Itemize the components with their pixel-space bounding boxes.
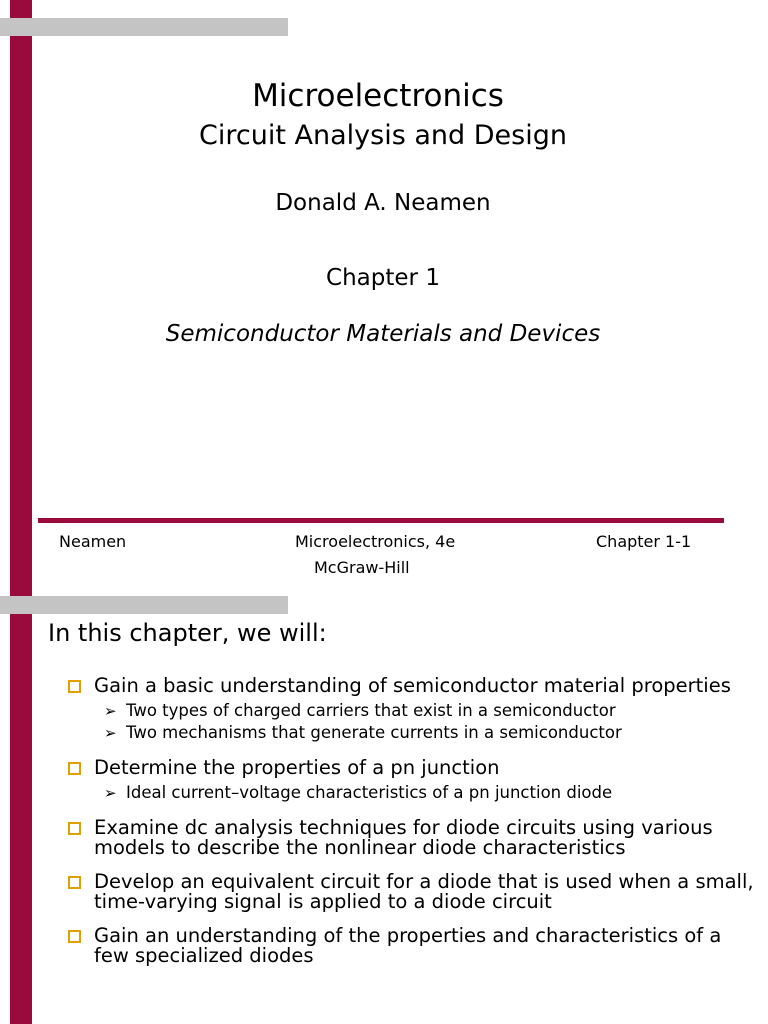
sub-list-item (104, 700, 754, 722)
list-item-text: Gain a basic understanding of semiconductor material properties (94, 674, 731, 697)
footer-divider (38, 518, 724, 523)
list-item-text: Gain an understanding of the properties and characteristics of a few specialized diodes (94, 924, 722, 967)
slide-heading: In this chapter, we will: (48, 619, 327, 647)
square-bullet-icon (68, 762, 81, 775)
chapter-number: Chapter 1 (326, 265, 440, 291)
list-item (64, 872, 754, 912)
footer-book: Microelectronics, 4e (295, 532, 456, 551)
sub-list-item-text: Ideal current–voltage characteristics of a pn junction diode (126, 783, 613, 802)
square-bullet-icon (68, 822, 81, 835)
footer-page: Chapter 1-1 (596, 532, 692, 551)
square-bullet-icon (68, 680, 81, 693)
arrow-bullet-icon: ➢ (104, 724, 117, 742)
list-item (64, 676, 754, 744)
list-item (64, 818, 754, 858)
square-bullet-icon (68, 876, 81, 889)
square-bullet-icon (68, 930, 81, 943)
footer-author: Neamen (59, 532, 127, 551)
chapter-title: Semiconductor Materials and Devices (165, 321, 601, 347)
horizontal-gray-bar (0, 18, 288, 36)
sub-list-item (104, 722, 754, 744)
objectives-slide (0, 596, 768, 1024)
horizontal-gray-bar (0, 596, 288, 614)
vertical-accent-bar (10, 596, 32, 1024)
list-item (64, 758, 754, 804)
list-item-text: Determine the properties of a pn junction (94, 756, 500, 779)
sub-list (94, 700, 754, 744)
sub-list-item-text: Two types of charged carriers that exist in a semiconductor (126, 701, 616, 720)
author-name: Donald A. Neamen (275, 190, 491, 216)
footer-publisher: McGraw-Hill (314, 558, 410, 577)
sub-list-item-text: Two mechanisms that generate currents in a semiconductor (126, 723, 622, 742)
sub-list (94, 782, 754, 804)
book-subtitle: Circuit Analysis and Design (199, 120, 567, 151)
list-item-text: Develop an equivalent circuit for a diode that is used when a small, time-varying signal is applied to a diode circuit (94, 870, 754, 913)
sub-list-item (104, 782, 754, 804)
list-item-text: Examine dc analysis techniques for diode circuits using various models to describe the nonlinear diode characteristics (94, 816, 713, 859)
arrow-bullet-icon: ➢ (104, 784, 117, 802)
objectives-list (64, 676, 754, 980)
list-item (64, 926, 754, 966)
arrow-bullet-icon: ➢ (104, 702, 117, 720)
book-title: Microelectronics (252, 78, 504, 114)
